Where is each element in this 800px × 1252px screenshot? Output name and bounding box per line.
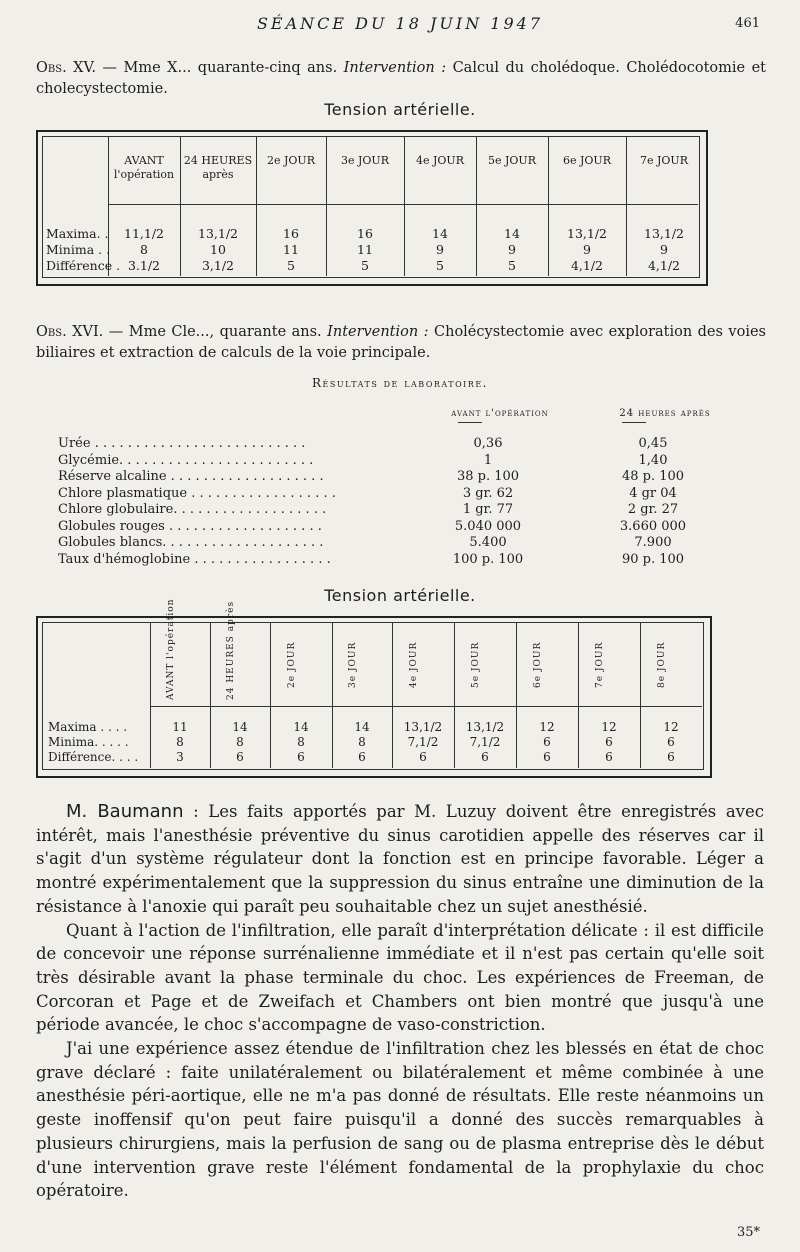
table-1-row-label: Minima . . [46, 242, 111, 257]
table-2-body [42, 598, 702, 768]
lab-row [58, 469, 738, 485]
table-2-column-header: AVANT l'opération [166, 598, 176, 700]
discussion-p2: Quant à l'action de l'infiltration, elle paraît d'interprétation délicate : il est difficile de concevoir une réponse surrénalienne immédiate et il n'est pas certain qu'elle soit très désirable avant la phase terminale du choc. Les expériences de Freeman, de Corcoran et Page et de Zweifach et Chambers ont bien montré que jusqu'à une période avancée, le choc s'accompagne de vaso-constriction. [36, 920, 764, 1035]
lab-value-after: 3.660 000 [619, 518, 687, 534]
speaker-name: M. Baumann [66, 801, 184, 822]
table-2-row-label: Différence. . . . [48, 750, 139, 764]
table-2-cell: 14 [354, 720, 370, 734]
lab-col-after-rule [622, 422, 646, 423]
table-2-column-header: 8e JOUR [657, 641, 667, 689]
lab-value-after: 48 p. 100 [621, 469, 685, 484]
lab-value-after: 1,40 [638, 452, 668, 468]
table-1-cell: 10 [210, 242, 226, 257]
obs-16-intervention-label: Intervention : [327, 324, 429, 340]
table-2-cell: 6 [297, 750, 305, 764]
table-2-cell: 14 [232, 720, 248, 734]
lab-value-before: 38 p. 100 [456, 469, 520, 484]
table-2-header-rule [150, 706, 702, 707]
obs-15-paragraph [36, 58, 766, 100]
table-1-cell: 9 [660, 242, 668, 257]
table-1-cell: 11,1/2 [124, 226, 164, 241]
table-1-column-header: AVANT l'opération [113, 154, 175, 181]
table-1-cell: 5 [361, 258, 369, 273]
table-2-column-header: 2e JOUR [287, 641, 297, 689]
table-1-cell: 9 [508, 242, 516, 257]
lab-row-label: Taux d'hémoglobine . . . . . . . . . . . . . . . . . [58, 551, 331, 567]
table-2-column-header: 6e JOUR [533, 641, 543, 689]
table-2-cell: 6 [236, 750, 244, 764]
lab-value-before: 0,36 [473, 436, 503, 451]
table-2-cell: 13,1/2 [465, 720, 505, 734]
table-2-cell: 6 [358, 750, 366, 764]
lab-title: Résultats de laboratoire. [312, 376, 488, 390]
obs-15-text: — Mme X... quarante-cinq ans. [96, 60, 344, 76]
table-2-cell: 8 [236, 735, 244, 749]
table-2-column-header: 5e JOUR [471, 641, 481, 689]
lab-row [58, 519, 738, 535]
lab-value-before: 5.400 [469, 535, 507, 550]
table-2-cell: 12 [539, 720, 555, 734]
lab-value-after: 4 gr 04 [629, 485, 677, 501]
lab-row-label: Réserve alcaline . . . . . . . . . . . . . . . . . . . [58, 469, 324, 484]
lab-row-label: Globules rouges . . . . . . . . . . . . . . . . . . . [58, 518, 322, 534]
table-2-title: Tension artérielle. [324, 586, 476, 605]
table-1-column-header: 24 HEURES après [183, 154, 253, 181]
table-1-column-header: 5e JOUR [488, 154, 536, 167]
table-1-column-header: 4e JOUR [416, 154, 464, 167]
table-1-cell: 13,1/2 [567, 226, 607, 241]
table-2-cell: 11 [172, 720, 188, 734]
lab-row [58, 552, 738, 568]
lab-row [58, 436, 738, 452]
table-2-column-header: 7e JOUR [595, 641, 605, 689]
lab-row [58, 502, 738, 518]
obs-16-intervention-text: Cholécystectomie avec exploration des voies biliaires et extraction de calculs de la voie principale. [36, 324, 766, 361]
tension-table-1 [36, 130, 708, 286]
table-1-cell: 11 [283, 242, 299, 257]
table-1-cell: 8 [140, 242, 148, 257]
obs-16-paragraph [36, 322, 766, 364]
lab-value-before: 3 gr. 62 [462, 485, 514, 501]
table-2-row-label: Maxima . . . . [48, 720, 128, 734]
table-1-cell: 14 [504, 226, 520, 241]
lab-value-after: 2 gr. 27 [627, 502, 679, 517]
table-2-column-header: 24 HEURES après [226, 600, 236, 700]
table-1-cell: 11 [357, 242, 373, 257]
obs-15-intervention-text: Calcul du cholédoque. Cholédocotomie et cholecystectomie. [36, 60, 766, 97]
obs-16-label: Obs. XVI. [36, 324, 104, 340]
table-1-cell: 3.1/2 [127, 258, 161, 273]
table-2-cell: 13,1/2 [403, 720, 443, 734]
table-2-cell: 8 [176, 735, 184, 749]
lab-value-before: 1 [483, 452, 493, 468]
table-1-row-label: Différence . [46, 258, 121, 273]
table-1-cell: 16 [283, 226, 299, 241]
lab-value-after: 0,45 [638, 436, 668, 451]
table-1-cell: 5 [287, 258, 295, 273]
table-1-cell: 14 [432, 226, 448, 241]
table-2-cell: 7,1/2 [407, 735, 439, 749]
discussion-p1-text: : Les faits apportés par M. Luzuy doivent être enregistrés avec intérêt, mais l'anesthésie préventive du sinus carotidien appelle des réserves car il s'agit d'un système régulateur dont la fonction est en principe favorable. Léger a montré expérimentalement que la suppression du sinus entraîne une diminution de la résistance à l'anoxie qui paraît peu souhaitable chez un sujet anesthésié. [36, 802, 764, 916]
header-title: SÉANCE DU 18 JUIN 1947 [256, 14, 544, 33]
signature-mark: 35* [736, 1225, 760, 1240]
lab-value-before: 5.040 000 [454, 518, 522, 534]
table-1-column-header: 6e JOUR [563, 154, 611, 167]
lab-row-label: Chlore globulaire. . . . . . . . . . . . . . . . . . . [58, 502, 327, 517]
lab-row [58, 535, 738, 551]
discussion-text [36, 800, 764, 1203]
lab-value-after: 7.900 [634, 535, 672, 550]
table-1-column-header: 3e JOUR [341, 154, 389, 167]
lab-row-label: Chlore plasmatique . . . . . . . . . . . . . . . . . . [58, 485, 336, 501]
table-1-cell: 5 [508, 258, 516, 273]
table-2-cell: 6 [667, 750, 675, 764]
obs-16-text: — Mme Cle..., quarante ans. [103, 324, 328, 340]
lab-col-after: 24 heures après [619, 408, 711, 419]
table-1-cell: 13,1/2 [198, 226, 238, 241]
table-1-cell: 4,1/2 [647, 258, 681, 273]
lab-value-after: 90 p. 100 [621, 551, 685, 567]
lab-row-label: Glycémie. . . . . . . . . . . . . . . . . . . . . . . . [58, 452, 314, 468]
page-number: 461 [735, 16, 760, 31]
table-2-cell: 8 [358, 735, 366, 749]
lab-col-before-rule [458, 422, 482, 423]
table-2-cell: 3 [176, 750, 184, 764]
table-2-cell: 8 [297, 735, 305, 749]
lab-row-label: Globules blancs. . . . . . . . . . . . . . . . . . . . [58, 535, 324, 550]
table-1-cell: 13,1/2 [644, 226, 684, 241]
table-2-cell: 6 [605, 735, 613, 749]
table-2-cell: 6 [481, 750, 489, 764]
lab-value-before: 1 gr. 77 [462, 502, 514, 517]
table-2-cell: 6 [543, 735, 551, 749]
lab-row [58, 453, 738, 469]
obs-15-label: Obs. XV. [36, 60, 97, 76]
table-1-cell: 4,1/2 [570, 258, 604, 273]
tension-table-2 [36, 598, 712, 778]
table-2-row-label: Minima. . . . . [48, 735, 129, 749]
table-1-row-label: Maxima. . [46, 226, 109, 241]
table-1-cell: 9 [583, 242, 591, 257]
lab-row [58, 486, 738, 502]
lab-row-label: Urée . . . . . . . . . . . . . . . . . . . . . . . . . . [58, 436, 306, 451]
lab-value-before: 100 p. 100 [452, 551, 524, 567]
table-1-cell: 5 [436, 258, 444, 273]
table-2-column-header: 4e JOUR [409, 641, 419, 689]
table-2-cell: 12 [663, 720, 679, 734]
table-2-cell: 12 [601, 720, 617, 734]
table-2-cell: 6 [543, 750, 551, 764]
table-2-cell: 14 [293, 720, 309, 734]
discussion-p1 [36, 800, 764, 919]
table-1-cell: 3,1/2 [201, 258, 235, 273]
table-1-cell: 16 [357, 226, 373, 241]
obs-15-intervention-label: Intervention : [343, 60, 447, 76]
table-2-column-header: 3e JOUR [348, 641, 358, 689]
running-header [0, 14, 800, 36]
table-2-cell: 6 [605, 750, 613, 764]
table-2-cell: 7,1/2 [469, 735, 501, 749]
table-1-header-rule [108, 204, 698, 205]
table-2-cell: 6 [667, 735, 675, 749]
table-1-title: Tension artérielle. [324, 100, 476, 119]
table-1-column-header: 2e JOUR [267, 154, 315, 167]
table-1-column-header: 7e JOUR [640, 154, 688, 167]
table-1-body [42, 136, 698, 276]
discussion-p3: J'ai une expérience assez étendue de l'infiltration chez les blessés en état de choc grave déclaré : faite unilatéralement ou bilatéralement et même combinée à une anesthésie péri-aortique, elle ne m'a pas donné de résultats. Elle reste néanmoins un geste inoffensif qu'on peut faire puisqu'il a donné des succès remarquables à plusieurs chirurgiens, mais la perfusion de sang ou de plasma entreprise dès le début d'une intervention grave reste l'élément fondamental de la prophylaxie du choc opératoire. [36, 1039, 764, 1201]
table-1-cell: 9 [436, 242, 444, 257]
table-2-cell: 6 [419, 750, 427, 764]
lab-col-before: avant l'opération [451, 408, 549, 419]
